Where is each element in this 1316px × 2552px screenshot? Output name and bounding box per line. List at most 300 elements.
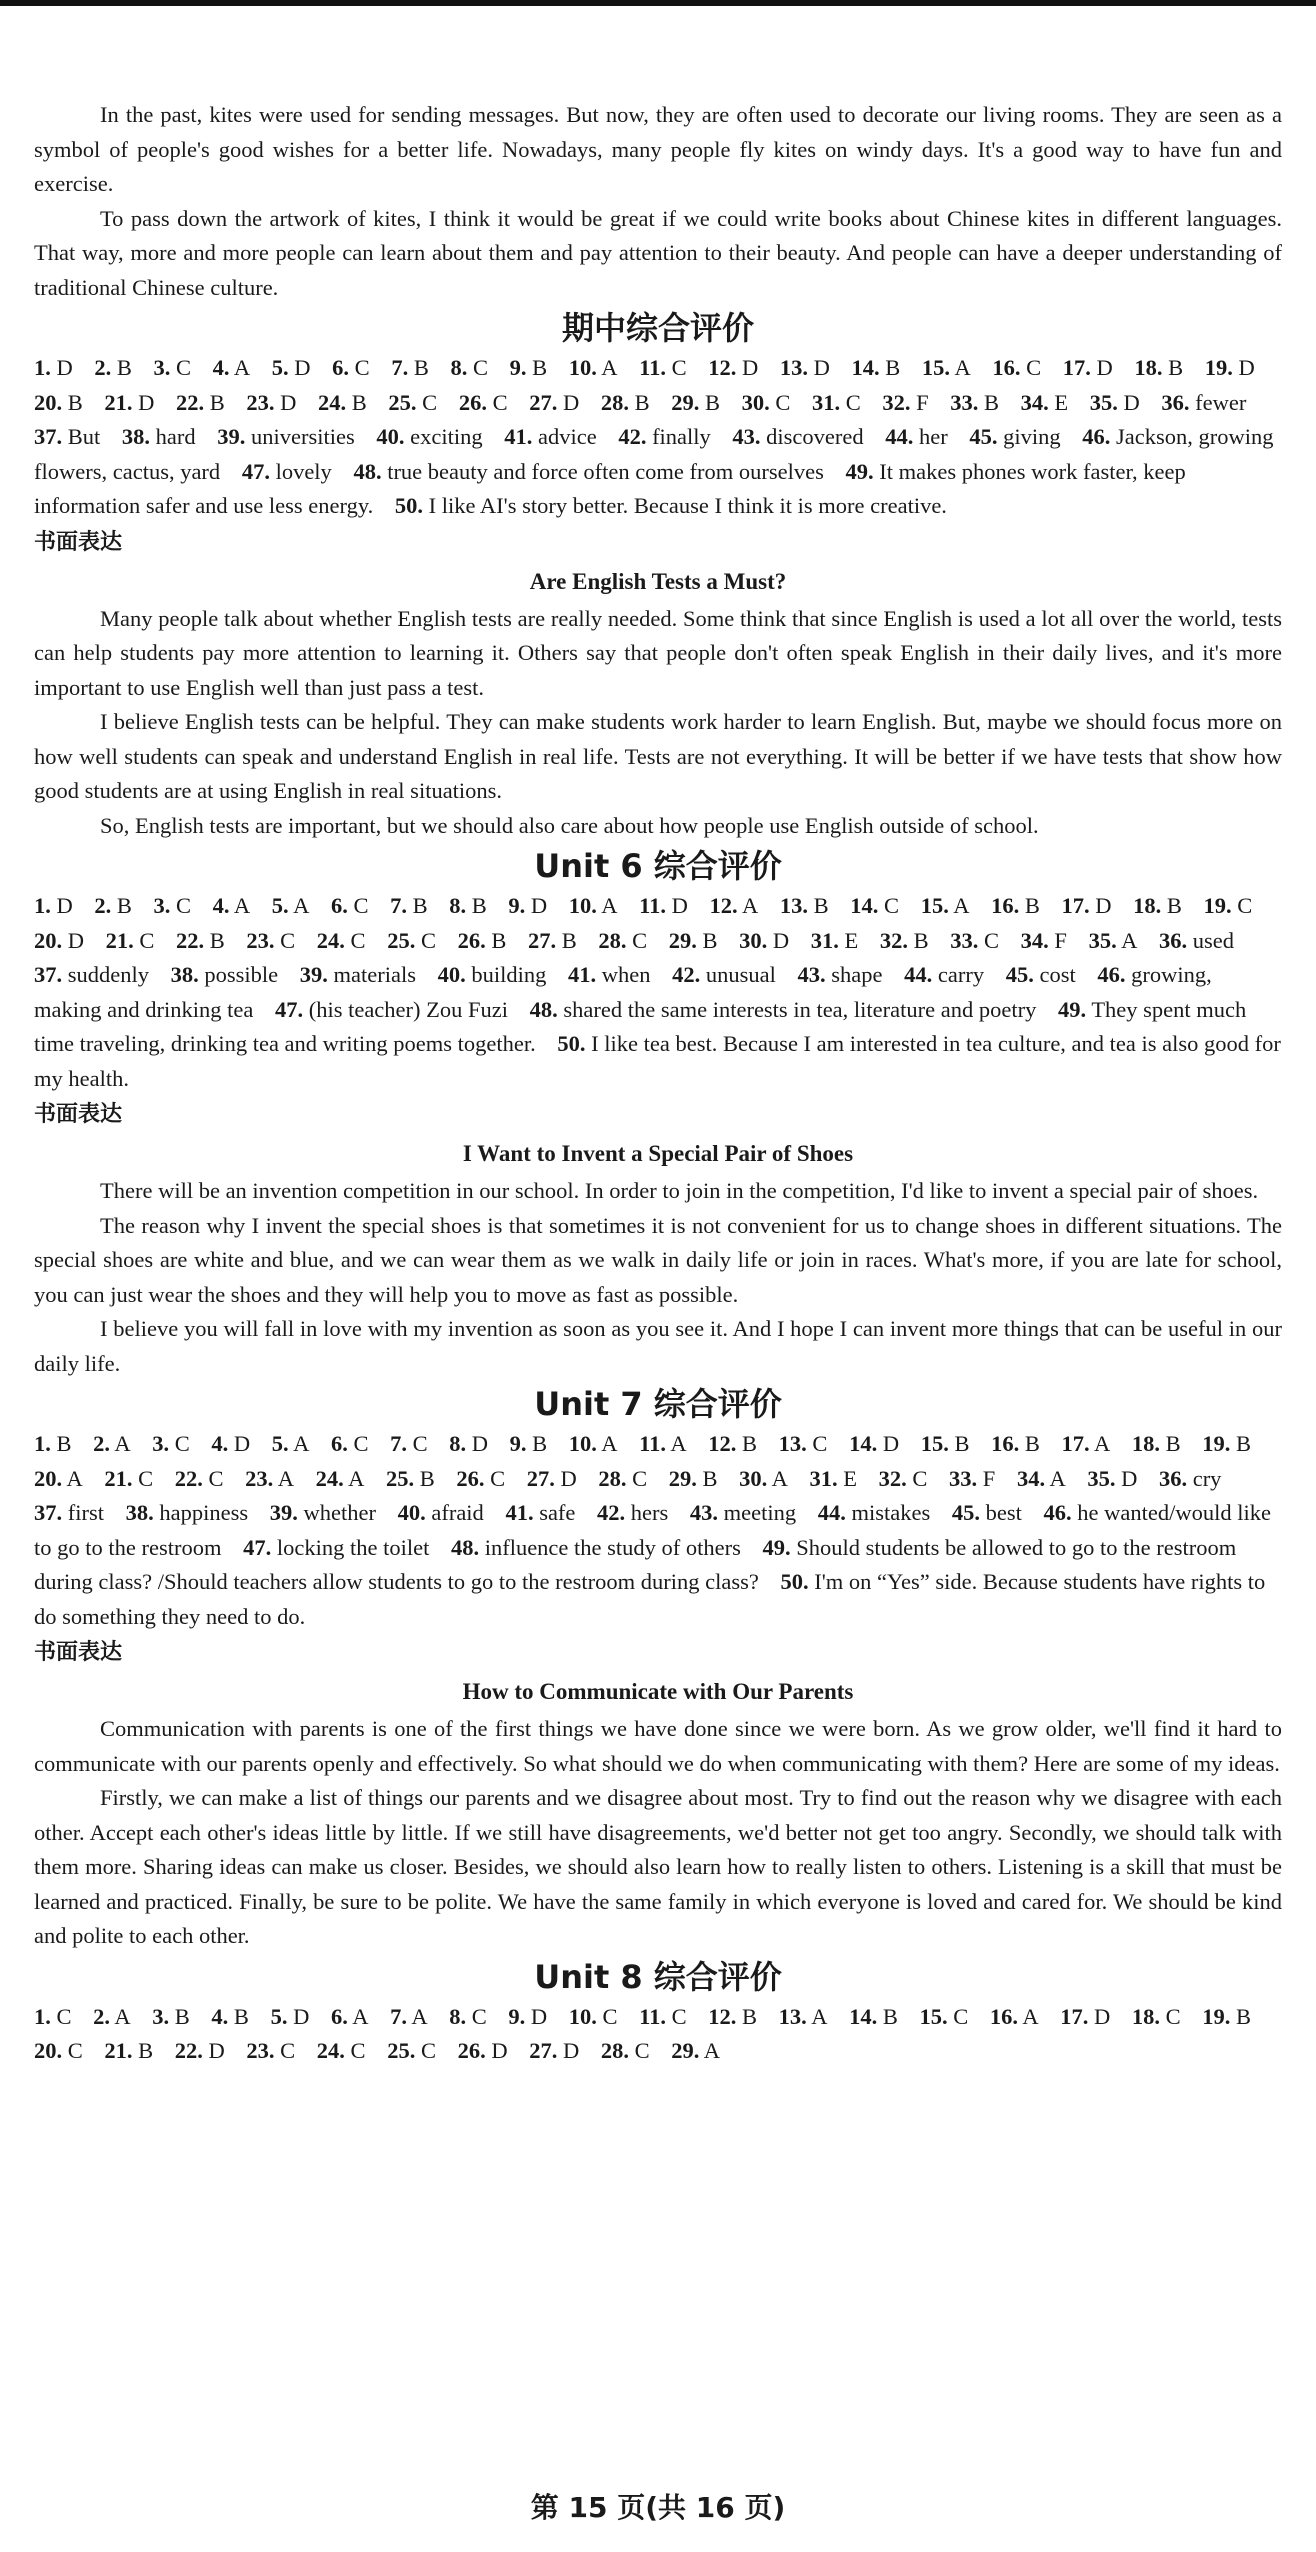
answer-number: 40. [397, 1500, 426, 1525]
answer-number: 6. [332, 355, 350, 380]
essay-title: How to Communicate with Our Parents [462, 1679, 854, 1704]
answer-item [126, 1500, 249, 1525]
answer-number: 10. [568, 2003, 597, 2029]
answer-item [812, 390, 861, 415]
answer-number: 35. [1089, 389, 1118, 415]
answer-value: D [1238, 355, 1255, 380]
answer-value: B [1236, 2003, 1252, 2029]
answer-item [154, 355, 192, 380]
answer-value: I like AI's story better. Because I think it is more creative. [428, 493, 947, 518]
answer-value: D [208, 2038, 225, 2063]
answer-number: 22. [176, 927, 205, 953]
answer-value: C [775, 389, 791, 415]
answer-item [34, 893, 73, 918]
answer-value: hers [630, 1500, 669, 1525]
answer-item [669, 1466, 718, 1491]
answer-item [850, 893, 899, 918]
answer-value: building [471, 962, 547, 987]
answer-number: 29. [671, 2038, 700, 2063]
answer-value: A [114, 1431, 131, 1456]
answer-number: 32. [878, 1465, 907, 1491]
answer-item [122, 424, 196, 449]
answer-value: B [1024, 1431, 1040, 1456]
essay-title: Are English Tests a Must? [529, 568, 787, 594]
answer-item [391, 355, 429, 380]
answer-value: C [1026, 355, 1042, 380]
answer-item [317, 2038, 366, 2063]
answer-item [94, 355, 132, 380]
answer-number: 15. [919, 2003, 948, 2029]
answer-number: 41. [504, 424, 533, 449]
answer-item [104, 1466, 153, 1491]
answer-number: 4. [212, 893, 230, 918]
answer-value: B [1024, 893, 1040, 918]
answer-value: A [601, 1431, 618, 1456]
answer-number: 12. [708, 355, 737, 380]
answer-item [569, 1431, 618, 1456]
answer-number: 12. [709, 893, 738, 918]
answer-key [34, 351, 1282, 524]
answer-key [34, 1427, 1282, 1634]
answer-item [386, 1466, 435, 1491]
answer-number: 18. [1133, 893, 1162, 918]
answer-value: C [845, 389, 861, 415]
answer-number: 36. [1161, 389, 1190, 415]
answer-value: best [985, 1500, 1022, 1525]
answer-number: 47. [241, 458, 270, 484]
answer-item [950, 928, 999, 953]
answer-item [991, 1431, 1040, 1456]
answer-number: 11. [639, 2003, 667, 2029]
answer-value: D [233, 1431, 251, 1456]
answer-value: B [813, 893, 829, 918]
answer-number: 39. [217, 424, 246, 449]
answer-number: 14. [850, 893, 879, 918]
answer-item [272, 893, 310, 918]
answer-item [270, 1500, 376, 1525]
answer-item [331, 2004, 369, 2029]
answer-value: A [601, 355, 618, 380]
answer-number: 15. [920, 1431, 949, 1456]
answer-value: fewer [1195, 389, 1247, 415]
section-title: Unit 6 综合评价 [534, 847, 782, 885]
answer-number: 43. [732, 424, 761, 449]
answer-number: 5. [271, 355, 289, 380]
answer-number: 6. [330, 2003, 348, 2029]
answer-number: 8. [449, 893, 467, 918]
answer-value: B [561, 927, 577, 953]
answer-item [1006, 962, 1076, 987]
answer-value: C [490, 1465, 506, 1491]
answer-number: 30. [739, 927, 768, 953]
answer-number: 3. [153, 355, 171, 380]
answer-value: A [114, 2003, 131, 2029]
answer-item [921, 893, 970, 918]
answer-value: C [984, 927, 1000, 953]
answer-number: 2. [94, 893, 112, 918]
answer-value: C [1237, 893, 1253, 918]
answer-number: 42. [618, 424, 647, 449]
answer-number: 38. [125, 1500, 154, 1525]
answer-item [880, 928, 929, 953]
answer-number: 36. [1158, 927, 1188, 953]
answer-key [34, 889, 1282, 1096]
answer-item [811, 928, 859, 953]
answer-item [1087, 1466, 1137, 1491]
answer-item [732, 424, 863, 449]
answer-item [331, 1431, 369, 1456]
answer-item [742, 390, 791, 415]
answer-number: 14. [851, 355, 880, 380]
essay-paragraph: I believe English tests can be helpful. They can make students work harder to learn English. But, maybe we should focus more on how well students can speak and understand English in real life. Tests are not everything. It will be better if we have tests that show how good students are at using English in real situations. [34, 709, 1282, 803]
answer-value: C [884, 893, 900, 918]
answer-item [922, 355, 971, 380]
answer-value: E [844, 927, 859, 953]
essay-paragraph: The reason why I invent the special shoes is that sometimes it is not convenient for us to change shoes in different situations. The special shoes are white and blue, and we can wear them as we walk in daily life or join in races. What's more, if you are late for school, you can just wear the shoes and they will help you to move as fast as possible. [34, 1212, 1282, 1307]
answer-number: 14. [849, 1431, 878, 1456]
answer-value: first [67, 1500, 104, 1525]
answer-number: 17. [1061, 893, 1090, 918]
answer-number: 19. [1202, 1431, 1231, 1456]
answer-value: D [562, 2038, 580, 2063]
answer-number: 38. [170, 962, 199, 987]
answer-value: suddenly [67, 962, 149, 987]
answer-number: 50. [780, 1569, 809, 1594]
answer-item [708, 1431, 757, 1456]
answer-number: 43. [689, 1500, 719, 1525]
answer-item [213, 893, 251, 918]
answer-number: 3. [152, 2003, 170, 2029]
answer-number: 11. [639, 355, 667, 380]
answer-number: 26. [457, 2038, 486, 2063]
answer-number: 33. [950, 389, 979, 415]
answer-value: discovered [766, 424, 864, 449]
answer-value: It makes phones work faster, keep information safer and use less energy. [34, 458, 1186, 518]
answer-number: 4. [211, 2003, 229, 2029]
writing-label: 书面表达 [34, 529, 123, 555]
answer-item [152, 1431, 190, 1456]
essay-title: I Want to Invent a Special Pair of Shoes [462, 1141, 854, 1166]
answer-item [1133, 893, 1182, 918]
answer-number: 41. [568, 962, 597, 987]
answer-number: 32. [879, 927, 909, 953]
section-unit-7 [34, 1381, 1282, 1954]
answer-item [669, 928, 718, 953]
answer-number: 46. [1097, 962, 1126, 987]
answer-item [690, 1500, 796, 1525]
answer-item [332, 355, 370, 380]
answer-item [1061, 1431, 1110, 1456]
answer-item [175, 1466, 224, 1491]
answer-value: B [742, 2003, 758, 2029]
top-rule [0, 0, 1316, 6]
answer-number: 9. [508, 2003, 526, 2029]
answer-item [1021, 928, 1067, 953]
answer-value: A [1022, 2003, 1039, 2029]
answer-value: B [702, 927, 718, 953]
answer-item [387, 928, 436, 953]
answer-item [508, 893, 547, 918]
answer-number: 5. [270, 2003, 288, 2029]
essay-paragraph: Firstly, we can make a list of things our parents and we disagree about most. Try to find out the reason why we disagree with each other. Accept each other's ideas little by little. If we still have disagreements, we'd better not get too angry. Secondly, we should talk with them more. Sharing ideas can make us closer. Besides, we should also learn how to really listen to others. Listening is a skill that must be learned and practiced. Finally, be sure to be polite. We have the same family in which everyone is loved and cared for. We should be kind and polite to each other. [34, 1785, 1282, 1948]
answer-number: 31. [810, 927, 839, 953]
answer-number: 11. [639, 893, 667, 918]
answer-number: 20. [34, 927, 63, 953]
section-title: Unit 8 综合评价 [534, 1957, 782, 1996]
answer-value: D [56, 355, 73, 380]
answer-value: D [1095, 893, 1112, 918]
answer-item [779, 1431, 828, 1456]
answer-number: 21. [104, 1465, 133, 1491]
answer-item [1205, 355, 1255, 380]
answer-number: 17. [1061, 1431, 1090, 1456]
answer-value: D [293, 2003, 310, 2029]
answer-item [211, 2004, 249, 2029]
answer-number: 24. [315, 1465, 344, 1491]
answer-value: F [1054, 927, 1067, 953]
answer-value: C [602, 2003, 618, 2029]
answer-value: B [885, 355, 901, 380]
answer-number: 20. [34, 389, 63, 415]
answer-value: C [471, 2003, 487, 2029]
answer-number: 31. [809, 1465, 838, 1491]
answer-number: 27. [529, 2038, 558, 2063]
answer-number: 7. [390, 1431, 407, 1456]
answer-value: D [280, 389, 297, 415]
answer-number: 19. [1203, 893, 1232, 918]
answer-value: A [670, 1431, 687, 1456]
answer-item [217, 424, 354, 449]
answer-number: 23. [245, 1465, 274, 1491]
answer-value: A [348, 1465, 365, 1491]
answer-number: 39. [299, 962, 328, 987]
answer-value: E [843, 1465, 858, 1491]
answer-number: 23. [246, 927, 275, 953]
answer-number: 20. [34, 2038, 63, 2063]
answer-item [317, 928, 366, 953]
answer-value: D [1121, 1465, 1138, 1491]
answer-item [508, 2004, 547, 2029]
answer-value: But [67, 424, 101, 449]
answer-item [671, 2038, 720, 2063]
answer-item [921, 1431, 970, 1456]
answer-number: 9. [508, 893, 526, 918]
answer-number: 43. [797, 962, 826, 987]
answer-number: 29. [668, 1465, 697, 1491]
answer-number: 28. [600, 389, 629, 415]
answer-value: A [293, 893, 310, 918]
answer-value: influence the study of others [484, 1534, 741, 1560]
answer-number: 10. [568, 1431, 597, 1456]
answer-number: 6. [330, 1431, 348, 1456]
answer-item [34, 2004, 72, 2029]
answer-value: B [419, 1465, 435, 1491]
answer-item [1159, 1466, 1221, 1491]
answer-value: B [351, 389, 367, 415]
answer-item [1159, 928, 1234, 953]
answer-number: 1. [34, 893, 51, 918]
answer-item [990, 2004, 1039, 2029]
answer-number: 27. [526, 1465, 555, 1491]
answer-number: 31. [812, 389, 841, 415]
answer-value: C [632, 927, 648, 953]
answer-value: C [354, 355, 370, 380]
answer-value: B [1168, 355, 1184, 380]
answer-number: 10. [568, 893, 597, 918]
answer-number: 38. [121, 424, 151, 449]
answer-item [1132, 2004, 1181, 2029]
page-content [34, 98, 1282, 2069]
answer-item [530, 997, 1037, 1022]
answer-value: C [56, 2003, 72, 2029]
answer-number: 45. [951, 1500, 981, 1525]
answer-number: 49. [1057, 996, 1087, 1022]
answer-item [449, 2004, 487, 2029]
answer-item [104, 2038, 153, 2063]
answer-item [1202, 1431, 1251, 1456]
answer-number: 9. [509, 355, 527, 380]
answer-item [528, 928, 577, 953]
answer-number: 23. [246, 2038, 275, 2063]
answer-value: giving [1003, 424, 1061, 449]
answer-item [1063, 355, 1113, 380]
answer-value: A [1049, 1465, 1066, 1491]
answer-item [569, 2004, 618, 2029]
answer-value: B [742, 1431, 758, 1456]
answer-value: B [56, 1431, 72, 1456]
answer-number: 47. [274, 996, 304, 1022]
answer-number: 34. [1020, 927, 1049, 953]
answer-item [331, 893, 369, 918]
answer-item [639, 1431, 687, 1456]
answer-item [904, 962, 984, 987]
answer-number: 29. [668, 927, 697, 953]
answer-item [1021, 390, 1069, 415]
answer-item [1161, 390, 1246, 415]
answer-item [849, 2004, 898, 2029]
answer-number: 33. [950, 927, 979, 953]
answer-value: They spent much time traveling, drinking tea and writing poems together. [34, 996, 1247, 1056]
answer-value: B [1236, 1431, 1252, 1456]
answer-value: A [601, 893, 618, 918]
answer-value: C [634, 2038, 650, 2063]
answer-item [152, 2004, 190, 2029]
answer-number: 42. [597, 1500, 626, 1525]
answer-item [852, 355, 901, 380]
answer-item [390, 2004, 428, 2029]
answer-number: 1. [34, 355, 51, 380]
answer-number: 23. [246, 389, 275, 415]
answer-number: 44. [885, 424, 914, 449]
answer-value: materials [333, 962, 416, 987]
answer-number: 17. [1062, 355, 1091, 380]
answer-value: C [67, 2038, 83, 2063]
answer-value: B [634, 389, 650, 415]
answer-number: 44. [817, 1500, 846, 1525]
answer-number: 35. [1088, 927, 1117, 953]
answer-value: A [233, 355, 251, 380]
answer-value: D [742, 355, 759, 380]
answer-item [1132, 1431, 1181, 1456]
answer-value: C [138, 1465, 154, 1491]
answer-value: B [1166, 893, 1182, 918]
answer-item [34, 1500, 104, 1525]
answer-item [529, 2038, 579, 2063]
answer-item [242, 459, 332, 484]
answer-item [505, 1500, 575, 1525]
answer-value: B [954, 1431, 970, 1456]
section-title: 期中综合评价 [561, 309, 754, 347]
answer-number: 16. [991, 1431, 1020, 1456]
answer-item [618, 424, 710, 449]
answer-value: I like tea best. Because I am interested in tea culture, and tea is also good for my health. [34, 1031, 1281, 1091]
answer-number: 7. [390, 893, 407, 918]
answer-item [739, 1466, 788, 1491]
answer-item [243, 1535, 429, 1560]
answer-number: 13. [778, 1431, 807, 1456]
answer-value: possible [204, 962, 279, 987]
answer-item [798, 962, 883, 987]
answer-value: unusual [705, 962, 776, 987]
answer-number: 2. [93, 2003, 111, 2029]
answer-number: 48. [450, 1534, 480, 1560]
answer-number: 26. [456, 1465, 485, 1491]
answer-number: 33. [949, 1465, 978, 1491]
answer-item [739, 928, 789, 953]
answer-value: C [412, 1431, 428, 1456]
answer-value: D [138, 389, 155, 415]
answer-number: 8. [450, 355, 468, 380]
answer-value: C [280, 2038, 296, 2063]
answer-value: B [984, 389, 1000, 415]
answer-number: 42. [672, 962, 701, 987]
answer-item [34, 2038, 83, 2063]
answer-value: Jackson, growing flowers, cactus, yard [34, 424, 1274, 484]
answer-value: mistakes [851, 1500, 931, 1525]
answer-value: C [420, 927, 436, 953]
answer-value: B [702, 1465, 718, 1491]
answer-item [1202, 2004, 1251, 2029]
answer-number: 27. [529, 389, 558, 415]
answer-item [272, 355, 311, 380]
answer-item [458, 2038, 508, 2063]
answer-value: D [530, 2003, 548, 2029]
section-midterm [34, 305, 1282, 843]
answer-value: A [411, 2003, 428, 2029]
answer-item [456, 1466, 505, 1491]
answer-item [449, 1431, 488, 1456]
answer-value: C [671, 2003, 687, 2029]
answer-value: hard [155, 424, 196, 449]
answer-item [271, 2004, 310, 2029]
answer-number: 1. [34, 2003, 51, 2029]
answer-value: true beauty and force often come from ourselves [387, 458, 824, 484]
answer-item [527, 1466, 577, 1491]
answer-value: growing, making and drinking tea [34, 962, 1212, 1022]
answer-item [708, 355, 758, 380]
answer-value: A [811, 2003, 828, 2029]
answer-number: 15. [920, 893, 949, 918]
essay-paragraph: Communication with parents is one of the first things we have done since we were born. As we grow older, we'll find it hard to communicate with our parents openly and effectively. So what should we do when communicating with them? Here are some of my ideas. [34, 1716, 1282, 1776]
answer-value: when [601, 962, 651, 987]
answer-value: her [919, 424, 948, 449]
answer-item [316, 1466, 365, 1491]
answer-item [569, 893, 618, 918]
answer-number: 28. [598, 1465, 627, 1491]
answer-item [395, 493, 947, 518]
answer-item [34, 390, 83, 415]
answer-number: 46. [1043, 1500, 1072, 1525]
